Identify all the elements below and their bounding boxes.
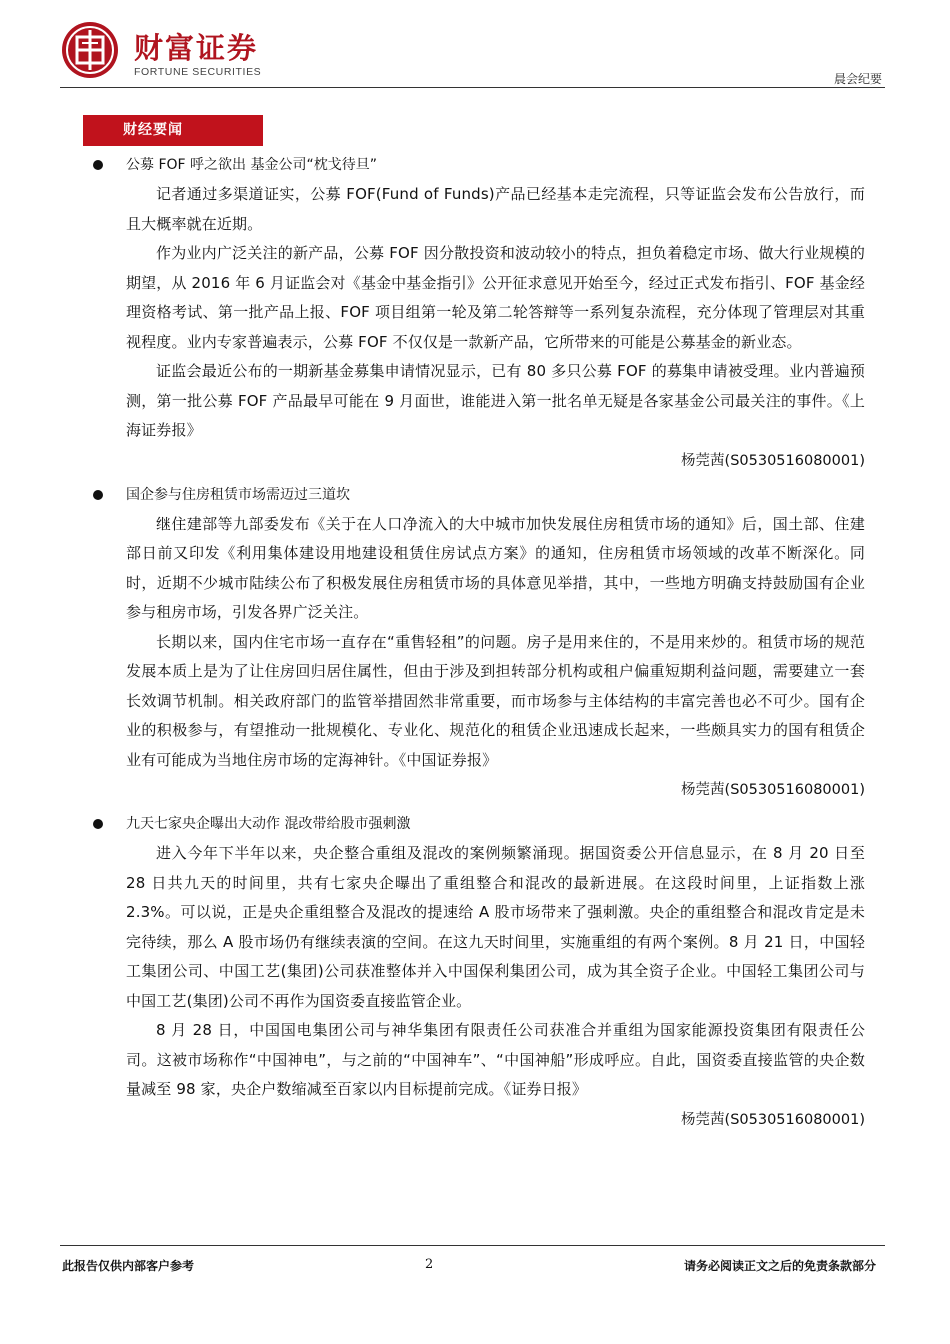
report-type: 晨会纪要 [833, 72, 882, 86]
article-title-text: 国企参与住房租赁市场需迈过三道坎 [126, 486, 350, 503]
article-fof [83, 150, 865, 477]
article-title [83, 150, 865, 180]
article-paragraph: 长期以来，国内住宅市场一直存在“重售轻租”的问题。房子是用来住的，不是用来炒的。租赁市场的规范发展本质上是为了让住房回归居住属性，但由于涉及到担转部分机构或租户偏重短期利益问题，需要建立一套长效调节机制。相关政府部门的监管举措固然非常重要，而市场参与主体结构的丰富完善也必不可少。国有企业的积极参与，有望推动一批规模化、专业化、规范化的租赁企业迅速成长起来，一些颇具实力的国有租赁企业有可能成为当地住房市场的定海神针。《中国证券报》 [126, 632, 865, 769]
article-soe-reform [83, 809, 865, 1136]
article-title [83, 809, 865, 839]
brand-name-cn: 财富证券 [134, 31, 259, 65]
article-paragraph: 作为业内广泛关注的新产品，公募 FOF 因分散投资和波动较小的特点，担负着稳定市场、做大行业规模的期望，从 2016 年 6 月证监会对《基金中基金指引》公开征求意见开始至今，经过正式发布指引、FOF 基金经理资格考试、第一批产品上报、FOF 项目组第一轮及第二轮答辩等一系列复杂流程，充分体现了管理层对其重视程度。业内专家普遍表示，公募 FOF 不仅仅是一款新产品，它所带来的可能是公募基金的新业态。 [126, 244, 865, 351]
article-author: 杨莞茜(S0530516080001) [681, 782, 865, 798]
bullet-icon [93, 160, 103, 170]
brand-name-en: FORTUNE SECURITIES [134, 66, 262, 78]
article-rental-market [83, 480, 865, 807]
bullet-icon [93, 819, 103, 829]
footer-disclaimer-right: 请务必阅读正文之后的免责条款部分 [683, 1259, 876, 1273]
article-paragraph: 证监会最近公布的一期新基金募集申请情况显示，已有 80 多只公募 FOF 的募集申请被受理。业内普遍预测，第一批公募 FOF 产品最早可能在 9 月面世，谁能进入第一批名单无疑是各家基金公司最关注的事件。《上海证券报》 [126, 362, 865, 439]
section-title-banner: 财经要闻 [83, 115, 263, 146]
article-paragraph: 进入今年下半年以来，央企整合重组及混改的案例频繁涌现。据国资委公开信息显示，在 8 月 20 日至 28 日共九天的时间里，共有七家央企曝出了重组整合和混改的最新进展。在这段时间里，上证指数上涨 2.3%。可以说，正是央企重组整合及混改的提速给 A 股市场带来了强刺激。央企的重组整合和混改肯定是未完待续，那么 A 股市场仍有继续表演的空间。在这九天时间里，实施重组的有两个案例。8 月 21 日，中国轻工集团公司、中国工艺(集团)公司获准整体并入中国保利集团公司，成为其全资子企业。中国轻工集团公司与中国工艺(集团)公司不再作为国资委直接监管企业。 [126, 844, 865, 1010]
article-paragraph: 8 月 28 日，中国国电集团公司与神华集团有限责任公司获准合并重组为国家能源投资集团有限责任公司。这被市场称作“中国神电”，与之前的“中国神车”、“中国神船”形成呼应。自此，国资委直接监管的央企数量减至 98 家，央企户数缩减至百家以内目标提前完成。《证券日报》 [126, 1021, 865, 1098]
page-header [60, 18, 890, 88]
header-divider [60, 87, 885, 88]
article-author: 杨莞茜(S0530516080001) [681, 1111, 865, 1128]
article-list [83, 150, 865, 1136]
footer-divider [60, 1245, 885, 1246]
footer-disclaimer-left: 此报告仅供内部客户参考 [62, 1259, 195, 1273]
fortune-seal-logo-icon [60, 20, 120, 80]
article-title-text: 公募 FOF 呼之欲出 基金公司“枕戈待旦” [126, 157, 377, 173]
article-title-text: 九天七家央企曝出大动作 混改带给股市强刺激 [126, 816, 411, 832]
bullet-icon [93, 490, 103, 500]
article-author: 杨莞茜(S0530516080001) [681, 452, 865, 469]
article-paragraph: 继住建部等九部委发布《关于在人口净流入的大中城市加快发展住房租赁市场的通知》后，国土部、住建部日前又印发《利用集体建设用地建设租赁住房试点方案》的通知，住房租赁市场领域的改革不断深化。同时，近期不少城市陆续公布了积极发展住房租赁市场的具体意见举措，其中，一些地方明确支持鼓励国有企业参与租房市场，引发各界广泛关注。 [126, 514, 865, 621]
article-paragraph: 记者通过多渠道证实，公募 FOF(Fund of Funds)产品已经基本走完流程，只等证监会发布公告放行，而且大概率就在近期。 [126, 185, 865, 233]
article-title [83, 480, 865, 510]
page-number: 2 [425, 1257, 434, 1272]
